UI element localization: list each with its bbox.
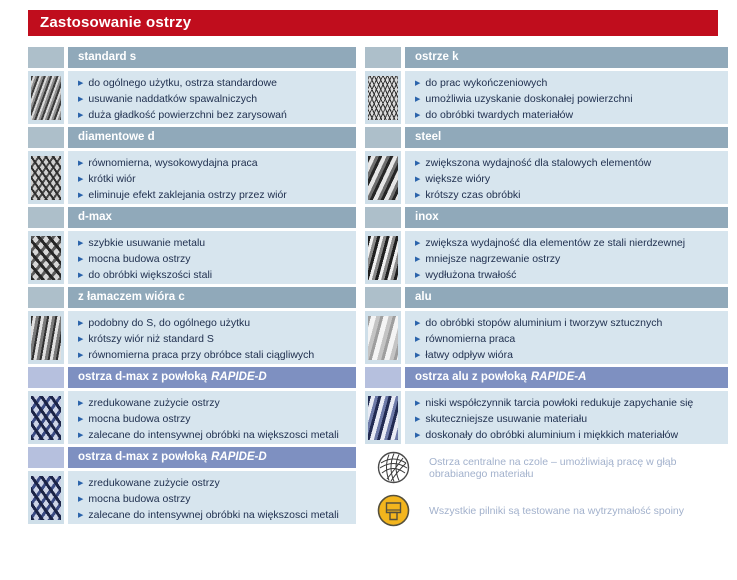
bullet-arrow-icon: ▶ xyxy=(415,240,421,247)
bullet-arrow-icon: ▶ xyxy=(78,192,84,199)
blade-texture-image xyxy=(31,236,61,280)
bullet-arrow-icon: ▶ xyxy=(78,272,84,279)
bullet-item xyxy=(78,236,352,252)
bullet-text: niski współczynnik tarcia powłoki redukuje zapychanie się xyxy=(425,397,694,409)
bullet-item xyxy=(78,396,352,412)
bullet-arrow-icon: ▶ xyxy=(415,320,421,327)
bullet-item xyxy=(78,188,352,204)
header-image-spacer xyxy=(365,287,401,308)
bullet-text: zredukowane zużycie ostrzy xyxy=(88,397,220,409)
entry-standard-s xyxy=(28,47,356,124)
bullet-arrow-icon: ▶ xyxy=(415,256,421,263)
bullet-item xyxy=(78,76,352,92)
burr-face-spiral-icon xyxy=(365,451,421,484)
bullet-arrow-icon: ▶ xyxy=(415,272,421,279)
bullet-arrow-icon: ▶ xyxy=(415,80,421,87)
bullet-arrow-icon: ▶ xyxy=(415,432,421,439)
entry-bullets xyxy=(68,71,356,124)
bullet-item xyxy=(415,396,724,412)
bullet-item xyxy=(415,316,724,332)
entry-bullets xyxy=(405,391,728,444)
bullet-arrow-icon: ▶ xyxy=(78,320,84,327)
bullet-item xyxy=(415,236,724,252)
blade-photo-cell xyxy=(28,391,64,444)
bullet-item xyxy=(415,188,724,204)
bullet-text: zwiększona wydajność dla stalowych elementów xyxy=(425,157,652,169)
bullet-text: równomierna, wysokowydajna praca xyxy=(88,157,258,169)
entry-title-coating: RAPIDE-D xyxy=(211,371,267,383)
bullet-text: eliminuje efekt zaklejania ostrzy przez wiór xyxy=(88,189,287,201)
note-front-cutting xyxy=(365,449,728,486)
bullet-item xyxy=(78,428,352,444)
entry-title-text: steel xyxy=(415,131,442,143)
entry-title-text: ostrza alu z powłoką xyxy=(415,371,527,383)
blade-texture-image xyxy=(31,76,61,120)
entry-bullets xyxy=(405,151,728,204)
entry-inox xyxy=(365,207,728,284)
entry-bullets xyxy=(68,471,356,524)
entry-title xyxy=(405,127,728,148)
bullet-item xyxy=(415,252,724,268)
right-column xyxy=(365,47,728,529)
entry-dmax-rapide-d-1 xyxy=(28,367,356,444)
bullet-arrow-icon: ▶ xyxy=(78,80,84,87)
bullet-arrow-icon: ▶ xyxy=(78,176,84,183)
bullet-text: mniejsze nagrzewanie ostrzy xyxy=(425,253,561,265)
bullet-arrow-icon: ▶ xyxy=(78,480,84,487)
bullet-text: do ogólnego użytku, ostrza standardowe xyxy=(88,77,277,89)
bullet-item xyxy=(78,268,352,284)
header-image-spacer xyxy=(28,127,64,148)
bullet-text: mocna budowa ostrzy xyxy=(88,493,191,505)
bullet-arrow-icon: ▶ xyxy=(78,160,84,167)
bullet-item xyxy=(415,172,724,188)
entry-bullets xyxy=(405,231,728,284)
weld-strength-icon xyxy=(365,494,421,527)
bullet-arrow-icon: ▶ xyxy=(78,256,84,263)
blade-texture-image xyxy=(31,156,61,200)
bullet-item xyxy=(78,156,352,172)
entry-bullets xyxy=(405,311,728,364)
entry-diamentowe-d xyxy=(28,127,356,204)
bullet-item xyxy=(415,92,724,108)
entry-title-coating: RAPIDE-D xyxy=(211,451,267,463)
blade-photo-cell xyxy=(28,231,64,284)
entry-alu-rapide-a xyxy=(365,367,728,444)
entry-title-text: alu xyxy=(415,291,432,303)
bullet-text: umożliwia uzyskanie doskonałej powierzchni xyxy=(425,93,633,105)
entry-dmax-rapide-d-2 xyxy=(28,447,356,524)
bullet-text: duża gładkość powierzchni bez zarysowań xyxy=(88,109,287,121)
blade-photo-cell xyxy=(365,391,401,444)
blade-texture-image xyxy=(368,236,398,280)
entry-title-text: standard s xyxy=(78,51,137,63)
bullet-text: równomierna praca przy obróbce stali ciągliwych xyxy=(88,349,315,361)
left-column xyxy=(28,47,356,524)
bullet-arrow-icon: ▶ xyxy=(415,400,421,407)
bullet-item xyxy=(415,76,724,92)
header-image-spacer xyxy=(28,287,64,308)
entry-title xyxy=(68,447,356,468)
blade-photo-cell xyxy=(28,151,64,204)
entry-title-coating: RAPIDE-A xyxy=(530,371,587,383)
blade-photo-cell xyxy=(28,471,64,524)
bullet-item xyxy=(415,332,724,348)
entry-title xyxy=(405,287,728,308)
blade-texture-image xyxy=(31,396,61,440)
bullet-text: mocna budowa ostrzy xyxy=(88,253,191,265)
bullet-item xyxy=(78,492,352,508)
blade-photo-cell xyxy=(365,151,401,204)
bullet-arrow-icon: ▶ xyxy=(78,416,84,423)
blade-photo-cell xyxy=(365,71,401,124)
header-image-spacer xyxy=(28,367,64,388)
entry-alu xyxy=(365,287,728,364)
bullet-arrow-icon: ▶ xyxy=(78,496,84,503)
note-text: Ostrza centralne na czole – umożliwiają pracę w głąb obrabianego materiału xyxy=(429,455,677,480)
blade-texture-image xyxy=(368,156,398,200)
bullet-item xyxy=(78,508,352,524)
bullet-item xyxy=(415,428,724,444)
entry-title xyxy=(405,367,728,388)
header-image-spacer xyxy=(28,207,64,228)
entry-ostrze-k xyxy=(365,47,728,124)
blade-texture-image xyxy=(368,76,398,120)
entry-bullets xyxy=(68,231,356,284)
bullet-item xyxy=(78,316,352,332)
bullet-arrow-icon: ▶ xyxy=(78,400,84,407)
bullet-item xyxy=(415,108,724,124)
bullet-text: podobny do S, do ogólnego użytku xyxy=(88,317,251,329)
entry-bullets xyxy=(68,391,356,444)
entry-title xyxy=(68,47,356,68)
entry-bullets xyxy=(68,151,356,204)
bullet-text: zwiększa wydajność dla elementów ze stali nierdzewnej xyxy=(425,237,686,249)
bullet-text: krótki wiór xyxy=(88,173,136,185)
bullet-item xyxy=(78,172,352,188)
bullet-item xyxy=(78,108,352,124)
bullet-text: łatwy odpływ wióra xyxy=(425,349,513,361)
bullet-arrow-icon: ▶ xyxy=(415,96,421,103)
header-image-spacer xyxy=(365,47,401,68)
bullet-text: do obróbki większości stali xyxy=(88,269,213,281)
entry-title xyxy=(405,207,728,228)
bullet-arrow-icon: ▶ xyxy=(78,112,84,119)
bullet-arrow-icon: ▶ xyxy=(415,112,421,119)
bullet-arrow-icon: ▶ xyxy=(415,192,421,199)
bullet-item xyxy=(415,268,724,284)
bullet-item xyxy=(78,412,352,428)
blade-photo-cell xyxy=(365,231,401,284)
entry-title-text: inox xyxy=(415,211,439,223)
bullet-item xyxy=(78,348,352,364)
bullet-arrow-icon: ▶ xyxy=(415,416,421,423)
bullet-item xyxy=(78,92,352,108)
bullet-text: skuteczniejsze usuwanie materiału xyxy=(425,413,588,425)
entry-bullets xyxy=(405,71,728,124)
header-image-spacer xyxy=(365,207,401,228)
bullet-arrow-icon: ▶ xyxy=(415,352,421,359)
entry-title-text: z łamaczem wióra c xyxy=(78,291,185,303)
bullet-item xyxy=(78,332,352,348)
page-title: Zastosowanie ostrzy xyxy=(28,10,718,36)
blade-photo-cell xyxy=(28,71,64,124)
bullet-text: zalecane do intensywnej obróbki na większosci metali xyxy=(88,429,339,441)
bullet-text: do obróbki twardych materiałów xyxy=(425,109,574,121)
bullet-item xyxy=(415,348,724,364)
entry-bullets xyxy=(68,311,356,364)
entry-title-text: d-max xyxy=(78,211,112,223)
bullet-text: krótszy czas obróbki xyxy=(425,189,521,201)
entry-title xyxy=(68,367,356,388)
entry-title-text: ostrza d-max z powłoką xyxy=(78,371,208,383)
entry-title xyxy=(68,287,356,308)
bullet-text: zredukowane zużycie ostrzy xyxy=(88,477,220,489)
header-image-spacer xyxy=(365,127,401,148)
bullet-item xyxy=(78,252,352,268)
footnotes xyxy=(365,449,728,529)
bullet-text: zalecane do intensywnej obróbki na większosci metali xyxy=(88,509,339,521)
bullet-text: usuwanie naddatków spawalniczych xyxy=(88,93,258,105)
bullet-arrow-icon: ▶ xyxy=(78,96,84,103)
entry-title xyxy=(68,127,356,148)
entry-lamacz-wiora-c xyxy=(28,287,356,364)
bullet-text: większe wióry xyxy=(425,173,491,185)
entry-d-max xyxy=(28,207,356,284)
bullet-arrow-icon: ▶ xyxy=(78,352,84,359)
blade-texture-image xyxy=(31,316,61,360)
bullet-arrow-icon: ▶ xyxy=(78,432,84,439)
entry-title xyxy=(405,47,728,68)
header-image-spacer xyxy=(28,447,64,468)
bullet-text: wydłużona trwałość xyxy=(425,269,517,281)
note-weld-tested xyxy=(365,492,728,529)
bullet-item xyxy=(415,156,724,172)
bullet-text: mocna budowa ostrzy xyxy=(88,413,191,425)
bullet-arrow-icon: ▶ xyxy=(78,240,84,247)
blade-photo-cell xyxy=(28,311,64,364)
blade-texture-image xyxy=(368,316,398,360)
bullet-text: doskonały do obróbki aluminium i miękkich materiałów xyxy=(425,429,679,441)
header-image-spacer xyxy=(28,47,64,68)
header-image-spacer xyxy=(365,367,401,388)
entry-title-text: ostrze k xyxy=(415,51,459,63)
bullet-arrow-icon: ▶ xyxy=(415,176,421,183)
bullet-arrow-icon: ▶ xyxy=(78,336,84,343)
bullet-item xyxy=(78,476,352,492)
entry-title xyxy=(68,207,356,228)
entry-steel xyxy=(365,127,728,204)
bullet-text: do prac wykończeniowych xyxy=(425,77,548,89)
bullet-arrow-icon: ▶ xyxy=(78,512,84,519)
entry-title-text: diamentowe d xyxy=(78,131,155,143)
bullet-text: do obróbki stopów aluminium i tworzyw sztucznych xyxy=(425,317,663,329)
blade-photo-cell xyxy=(365,311,401,364)
blade-texture-image xyxy=(368,396,398,440)
bullet-item xyxy=(415,412,724,428)
bullet-arrow-icon: ▶ xyxy=(415,160,421,167)
bullet-text: równomierna praca xyxy=(425,333,516,345)
bullet-arrow-icon: ▶ xyxy=(415,336,421,343)
note-text: Wszystkie pilniki są testowane na wytrzymałość spoiny xyxy=(429,504,685,517)
bullet-text: krótszy wiór niż standard S xyxy=(88,333,214,345)
blade-texture-image xyxy=(31,476,61,520)
bullet-text: szybkie usuwanie metalu xyxy=(88,237,206,249)
entry-title-text: ostrza d-max z powłoką xyxy=(78,451,208,463)
